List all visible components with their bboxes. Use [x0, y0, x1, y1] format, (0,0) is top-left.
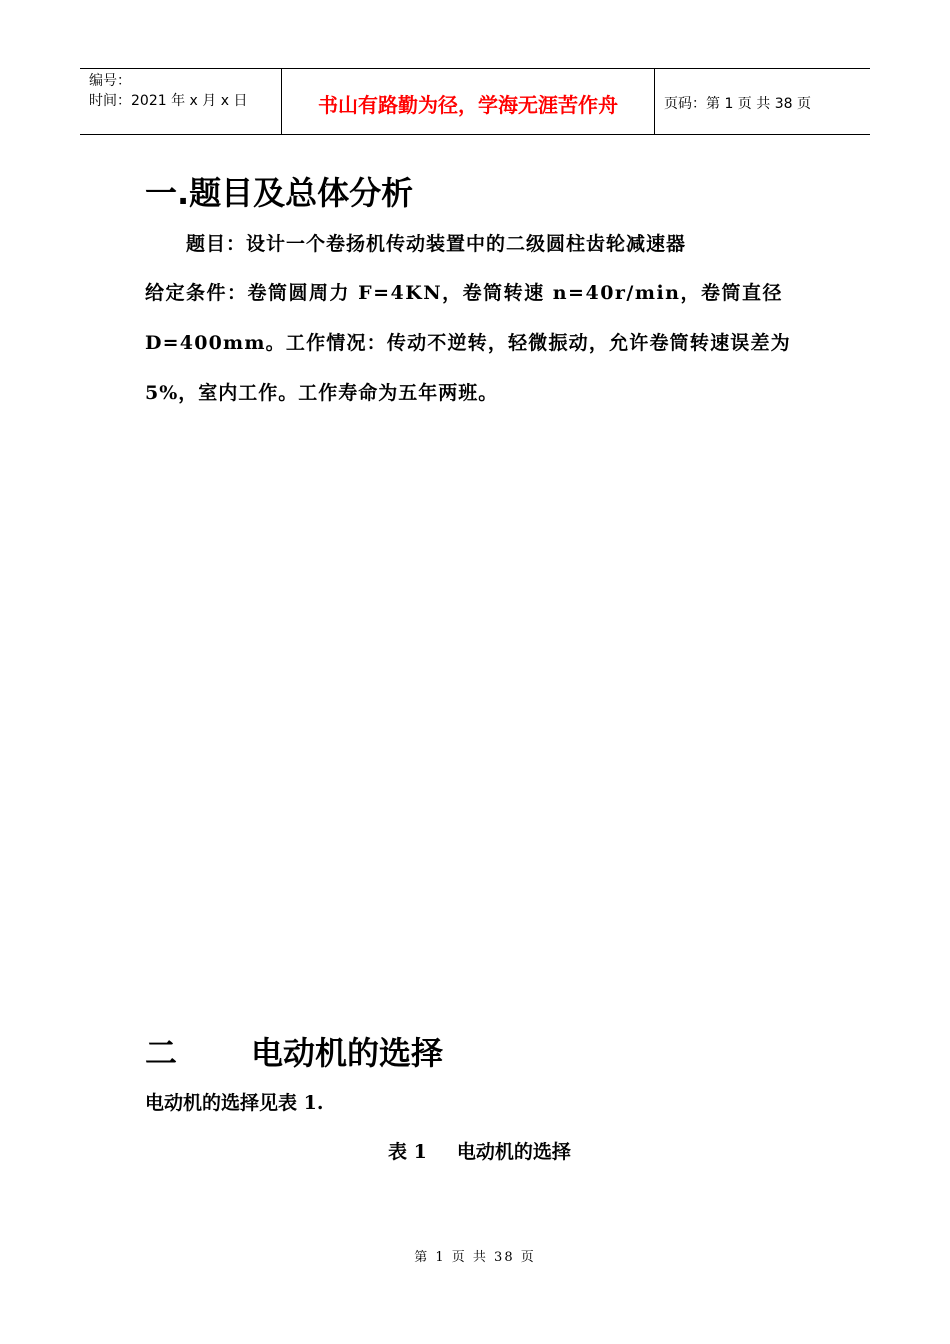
- header-motto: 书山有路勤为径，学海无涯苦作舟: [282, 69, 655, 134]
- section2-intro: 电动机的选择见表 1.: [145, 1092, 324, 1114]
- page-header: [80, 68, 870, 135]
- section1-heading: 一.题目及总体分析: [145, 174, 414, 212]
- header-meta-cell: [80, 69, 282, 134]
- section2-number: 二: [145, 1034, 178, 1072]
- section1-line-3: 5%，室内工作。工作寿命为五年两班。: [145, 382, 499, 404]
- section1-title-line: 题目：设计一个卷扬机传动装置中的二级圆柱齿轮减速器: [186, 233, 687, 255]
- table-label: 表 1: [388, 1141, 427, 1163]
- page-footer: 第 1 页 共 38 页: [414, 1250, 536, 1265]
- header-time-label: 时间：2021 年 x 月 x 日: [89, 93, 248, 109]
- table-title: 电动机的选择: [456, 1141, 571, 1163]
- header-page-info: 页码：第 1 页 共 38 页: [664, 95, 811, 112]
- section2-heading-row: [145, 1028, 443, 1074]
- table-caption: [388, 1137, 571, 1164]
- section2-heading: 电动机的选择: [251, 1034, 444, 1072]
- section1-line-1: 给定条件：卷筒圆周力 F=4KN，卷筒转速 n=40r/min，卷筒直径: [145, 282, 784, 304]
- header-number-label: 编号：: [89, 73, 131, 89]
- section1-line-2: D=400mm。工作情况：传动不逆转，轻微振动，允许卷筒转速误差为: [145, 332, 791, 354]
